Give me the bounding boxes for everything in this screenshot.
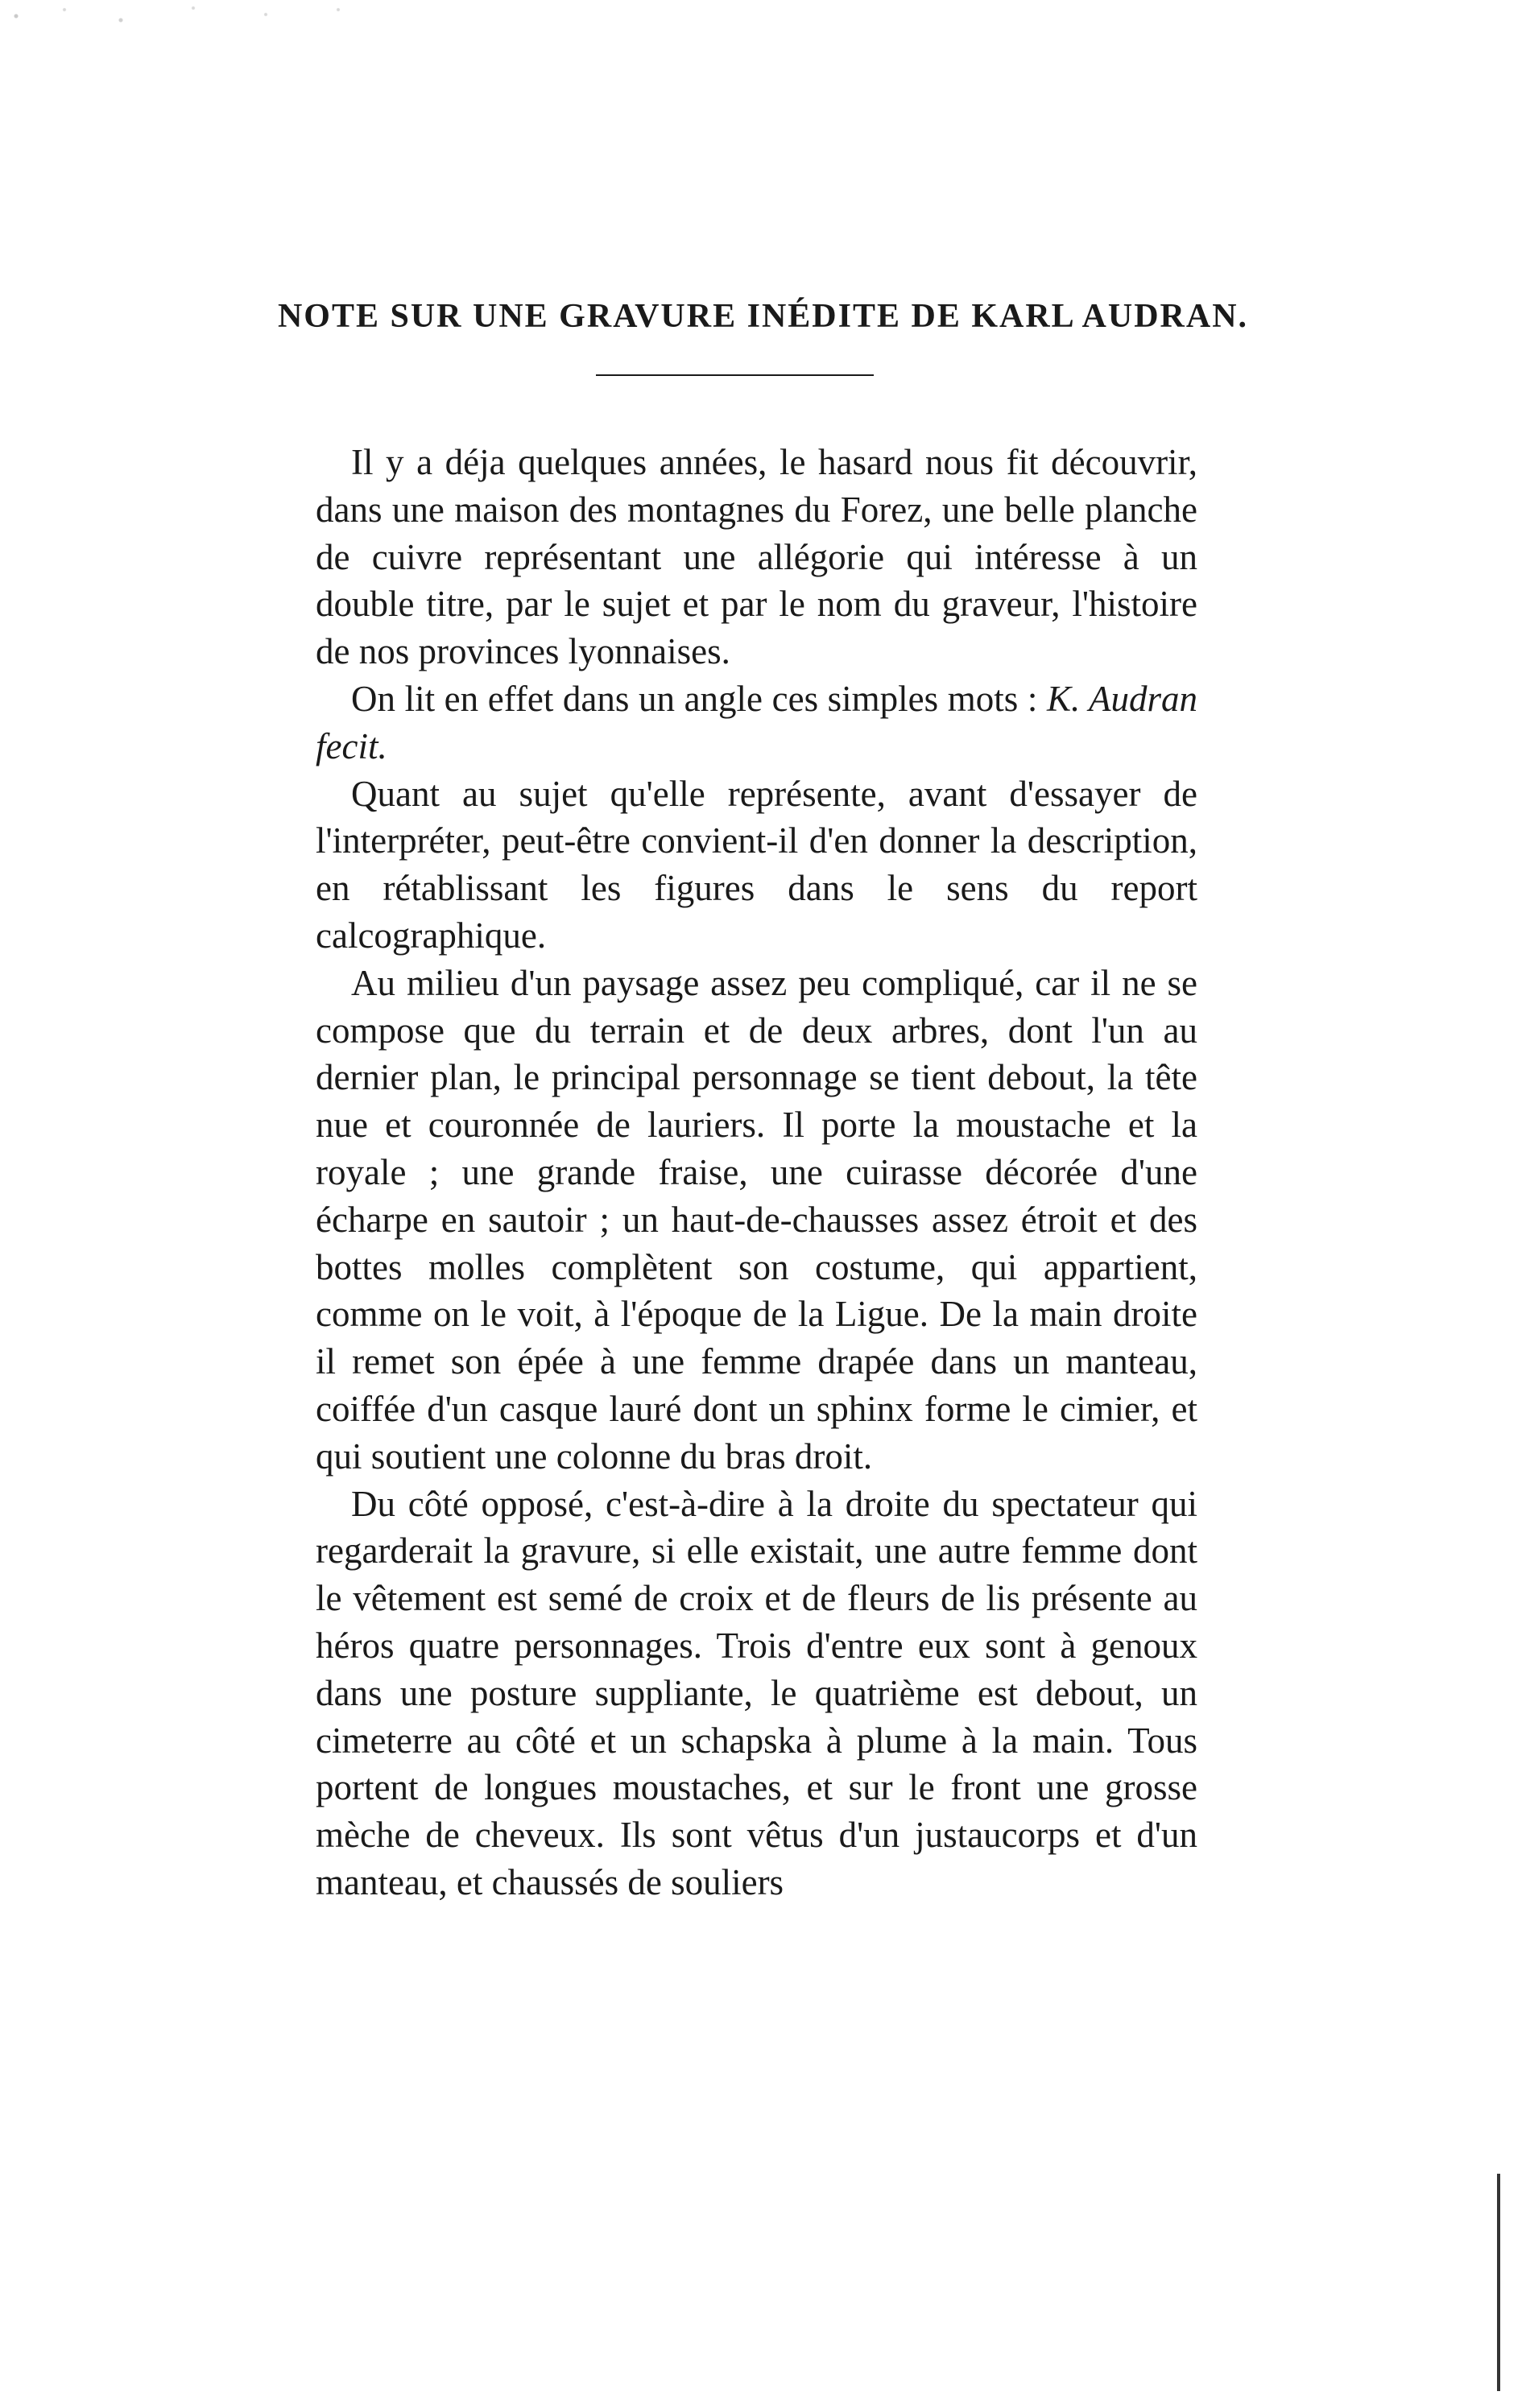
paragraph-1 [316,439,1197,675]
document-body [316,439,1197,1906]
scan-speckle [0,0,419,32]
paragraph-2 [316,675,1197,770]
paragraph-1-text: Il y a déja quelques années, le hasard nous fit découvrir, dans une maison des montagnes du Forez, une belle planche de cuivre représentant une allégorie qui intéresse à un double titre, par le sujet et par le nom du graveur, l'histoire de nos provinces lyonnaises. [316,442,1197,672]
paragraph-5 [316,1481,1197,1906]
paragraph-4-text: Au milieu d'un paysage assez peu compliqué, car il ne se compose que du terrain et de deux arbres, dont l'un au dernier plan, le principal personnage se tient debout, la tête nue et couronnée de lauriers. Il porte la moustache et la royale ; une grande fraise, une cuirasse décorée d'une écharpe en sautoir ; un haut-de-chausses assez étroit et des bottes molles complètent son costume, qui appartient, comme on le voit, à l'époque de la Ligue. De la main droite il remet son épée à une femme drapée dans un manteau, coiffée d'un casque lauré dont un sphinx forme le cimier, et qui soutient une colonne du bras droit. [316,962,1197,1477]
paragraph-3 [316,770,1197,960]
paragraph-2-text: On lit en effet dans un angle ces simples mots : [351,678,1038,719]
paragraph-2-italic: K. Audran fecit. [316,678,1198,766]
page-title: NOTE SUR UNE GRAVURE INÉDITE DE KARL AUDRAN. [277,298,1249,335]
paragraph-5-text: Du côté opposé, c'est-à-dire à la droite du spectateur qui regarderait la gravure, si elle existait, une autre femme dont le vêtement est semé de croix et de fleurs de lis présente au héros quatre personnages. Trois d'entre eux sont à genoux dans une posture suppliante, le quatrième est debout, un cimeterre au côté et un schapska à plume à la main. Tous portent de longues moustaches, et sur le front une grosse mèche de cheveux. Ils sont vêtus d'un justaucorps et d'un manteau, et chaussés de souliers [316,1483,1197,1902]
scan-edge [1497,2174,1500,2391]
title-rule [596,374,874,376]
paragraph-3-text: Quant au sujet qu'elle représente, avant d'essayer de l'interpréter, peut-être convient-il d'en donner la description, en rétablissant les figures dans le sens du report calcographique. [316,773,1197,956]
paragraph-4 [316,960,1197,1481]
